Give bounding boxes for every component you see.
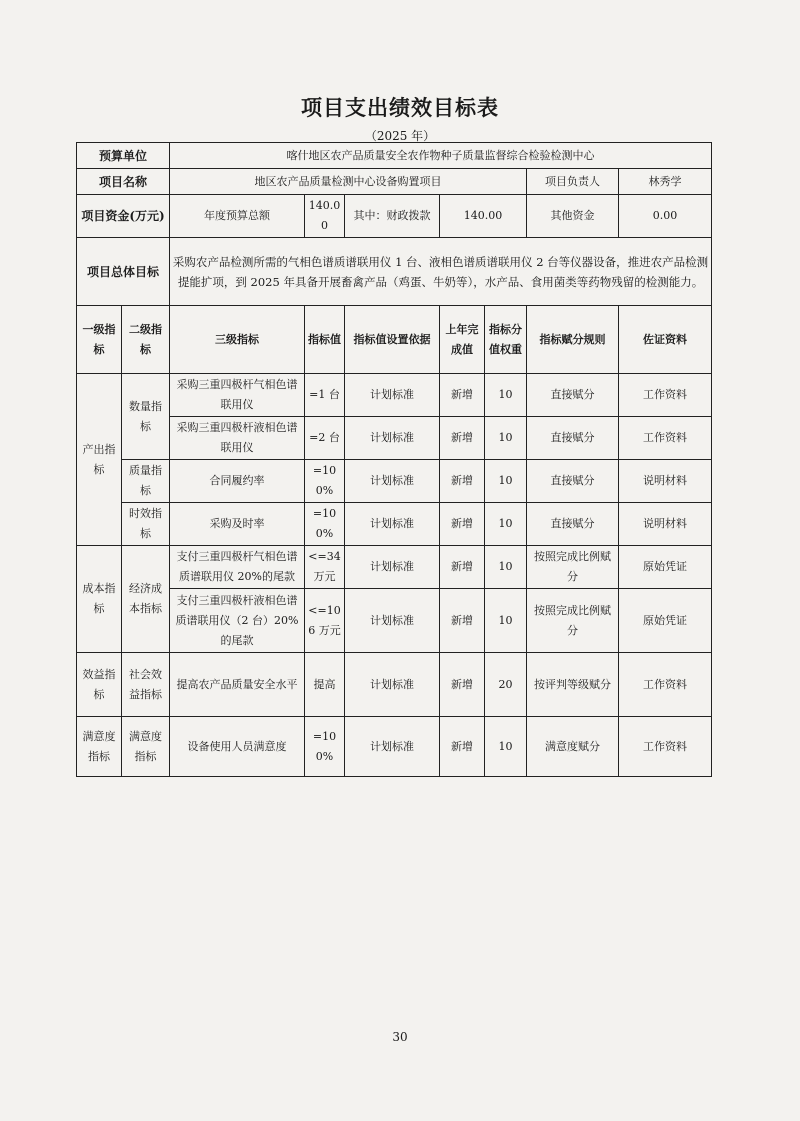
rule: 直接赋分 xyxy=(527,460,619,503)
unit-value: 喀什地区农产品质量安全农作物种子质量监督综合检验检测中心 xyxy=(170,143,712,169)
indicator: 提高农产品质量安全水平 xyxy=(170,653,305,717)
indicator: 设备使用人员满意度 xyxy=(170,717,305,777)
manager-value: 林秀学 xyxy=(619,169,712,195)
value: =1 台 xyxy=(305,374,345,417)
group-satisfaction-sub: 满意度指标 xyxy=(122,717,170,777)
basis: 计划标准 xyxy=(345,374,440,417)
weight: 10 xyxy=(485,589,527,653)
basis: 计划标准 xyxy=(345,653,440,717)
other-funds-label: 其他资金 xyxy=(527,195,619,238)
col-evidence: 佐证资料 xyxy=(619,306,712,374)
value: =100% xyxy=(305,717,345,777)
prev: 新增 xyxy=(440,460,485,503)
prev: 新增 xyxy=(440,374,485,417)
basis: 计划标准 xyxy=(345,503,440,546)
indicator: 支付三重四极杆气相色谱质谱联用仪 20%的尾款 xyxy=(170,546,305,589)
value: =100% xyxy=(305,503,345,546)
funds-label: 项目资金(万元) xyxy=(77,195,170,238)
indicator: 采购三重四极杆液相色谱联用仪 xyxy=(170,417,305,460)
group-cost: 成本指标 xyxy=(77,546,122,653)
evidence: 原始凭证 xyxy=(619,589,712,653)
goal-value: 采购农产品检测所需的气相色谱质谱联用仪 1 台、液相色谱质谱联用仪 2 台等仪器设备，推进农产品检测提能扩项，到 2025 年具备开展畜禽产品（鸡蛋、牛奶等），水产品、食用菌类等药物残留的检测能力。 xyxy=(170,238,712,306)
page-title: 项目支出绩效目标表 xyxy=(301,95,499,120)
rule: 满意度赋分 xyxy=(527,717,619,777)
group-quality: 质量指标 xyxy=(122,460,170,503)
table-row xyxy=(77,589,712,653)
evidence: 说明材料 xyxy=(619,460,712,503)
rule: 直接赋分 xyxy=(527,374,619,417)
col-value: 指标值 xyxy=(305,306,345,374)
basis: 计划标准 xyxy=(345,546,440,589)
weight: 10 xyxy=(485,503,527,546)
fiscal-value: 140.00 xyxy=(440,195,527,238)
group-social-benefit: 社会效益指标 xyxy=(122,653,170,717)
weight: 10 xyxy=(485,546,527,589)
value: 提高 xyxy=(305,653,345,717)
table-row xyxy=(77,460,712,503)
group-benefit: 效益指标 xyxy=(77,653,122,717)
group-economic-cost: 经济成本指标 xyxy=(122,546,170,653)
prev: 新增 xyxy=(440,546,485,589)
other-funds-value: 0.00 xyxy=(619,195,712,238)
indicator: 支付三重四极杆液相色谱质谱联用仪（2 台）20%的尾款 xyxy=(170,589,305,653)
page-year: （2025 年） xyxy=(364,129,436,143)
evidence: 工作资料 xyxy=(619,417,712,460)
col-level2: 二级指标 xyxy=(122,306,170,374)
annual-budget-label: 年度预算总额 xyxy=(170,195,305,238)
value: <=34 万元 xyxy=(305,546,345,589)
performance-table xyxy=(76,142,711,777)
value: =2 台 xyxy=(305,417,345,460)
weight: 10 xyxy=(485,417,527,460)
col-rule: 指标赋分规则 xyxy=(527,306,619,374)
col-basis: 指标值设置依据 xyxy=(345,306,440,374)
prev: 新增 xyxy=(440,653,485,717)
basis: 计划标准 xyxy=(345,460,440,503)
weight: 10 xyxy=(485,374,527,417)
manager-label: 项目负责人 xyxy=(527,169,619,195)
table-row xyxy=(77,503,712,546)
indicator: 合同履约率 xyxy=(170,460,305,503)
basis: 计划标准 xyxy=(345,717,440,777)
rule: 直接赋分 xyxy=(527,503,619,546)
annual-budget-value: 140.00 xyxy=(305,195,345,238)
basis: 计划标准 xyxy=(345,589,440,653)
project-name-value: 地区农产品质量检测中心设备购置项目 xyxy=(170,169,527,195)
group-output: 产出指标 xyxy=(77,374,122,546)
prev: 新增 xyxy=(440,589,485,653)
rule: 按评判等级赋分 xyxy=(527,653,619,717)
evidence: 原始凭证 xyxy=(619,546,712,589)
table-row xyxy=(77,417,712,460)
fiscal-label: 其中：财政拨款 xyxy=(345,195,440,238)
weight: 10 xyxy=(485,717,527,777)
table-row xyxy=(77,717,712,777)
evidence: 工作资料 xyxy=(619,717,712,777)
col-prev: 上年完成值 xyxy=(440,306,485,374)
prev: 新增 xyxy=(440,417,485,460)
prev: 新增 xyxy=(440,503,485,546)
col-level1: 一级指标 xyxy=(77,306,122,374)
rule: 按照完成比例赋分 xyxy=(527,589,619,653)
evidence: 说明材料 xyxy=(619,503,712,546)
indicator: 采购及时率 xyxy=(170,503,305,546)
rule: 按照完成比例赋分 xyxy=(527,546,619,589)
project-name-label: 项目名称 xyxy=(77,169,170,195)
group-quantity: 数量指标 xyxy=(122,374,170,460)
value: <=106 万元 xyxy=(305,589,345,653)
weight: 10 xyxy=(485,460,527,503)
rule: 直接赋分 xyxy=(527,417,619,460)
evidence: 工作资料 xyxy=(619,653,712,717)
table-row xyxy=(77,374,712,417)
col-weight: 指标分值权重 xyxy=(485,306,527,374)
indicator: 采购三重四极杆气相色谱联用仪 xyxy=(170,374,305,417)
evidence: 工作资料 xyxy=(619,374,712,417)
goal-label: 项目总体目标 xyxy=(77,238,170,306)
value: =100% xyxy=(305,460,345,503)
weight: 20 xyxy=(485,653,527,717)
table-row xyxy=(77,653,712,717)
group-satisfaction: 满意度指标 xyxy=(77,717,122,777)
table-row xyxy=(77,546,712,589)
group-timeliness: 时效指标 xyxy=(122,503,170,546)
col-level3: 三级指标 xyxy=(170,306,305,374)
unit-label: 预算单位 xyxy=(77,143,170,169)
page-number: 30 xyxy=(392,1030,408,1044)
basis: 计划标准 xyxy=(345,417,440,460)
prev: 新增 xyxy=(440,717,485,777)
